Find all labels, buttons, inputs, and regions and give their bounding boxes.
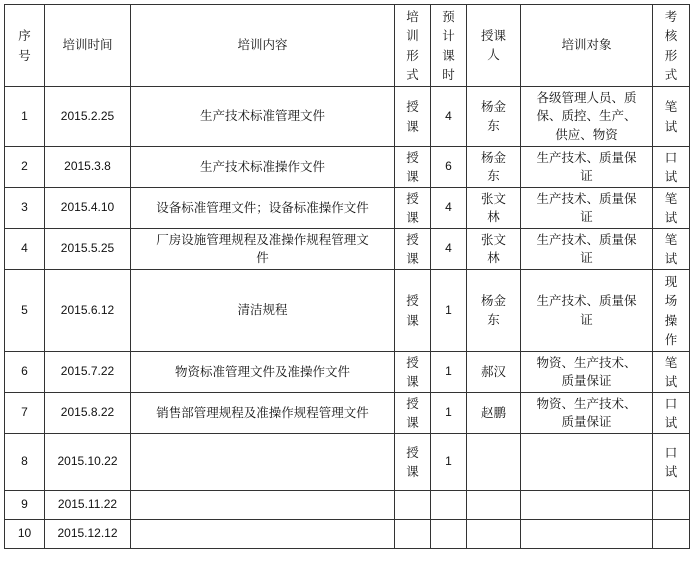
cell-index: 10 [5,520,45,549]
cell-target-text: 生产技术、质量保证 [536,149,637,183]
cell-exam-text: 笔试 [664,354,678,389]
cell-date: 2015.12.12 [45,520,131,549]
cell-form [395,147,431,188]
cell-content [131,87,395,147]
header-index: 序号 [5,5,45,87]
cell-form-text: 授课 [406,293,419,328]
cell-date: 2015.10.22 [45,434,131,491]
cell-form [395,270,431,352]
cell-index: 9 [5,491,45,520]
cell-exam-text: 口试 [664,149,678,184]
cell-form [395,229,431,270]
cell-form [395,87,431,147]
cell-exam [653,147,690,188]
cell-form [395,520,431,549]
cell-hours [431,491,467,520]
cell-teacher-text: 赵鹏 [480,404,506,420]
cell-exam [653,434,690,491]
cell-exam-text: 口试 [664,395,678,430]
cell-target-text: 物资、生产技术、质量保证 [536,395,637,429]
table-row [5,491,690,520]
cell-form-text: 授课 [406,444,419,479]
cell-hours: 1 [431,393,467,434]
cell-exam [653,352,690,393]
header-hours: 预计课时 [431,5,467,87]
cell-content-text: 生产技术标准操作文件 [199,158,325,174]
cell-teacher-text: 郝汉 [480,363,506,379]
cell-target-text: 物资、生产技术、质量保证 [536,354,637,388]
cell-teacher [467,393,521,434]
cell-teacher-text: 杨金东 [480,149,506,183]
cell-content [131,520,395,549]
cell-teacher-text: 张文林 [480,190,506,224]
table-row [5,229,690,270]
cell-teacher [467,352,521,393]
header-row [5,5,690,87]
cell-target-text: 生产技术、质量保证 [536,293,637,327]
cell-content [131,270,395,352]
cell-content [131,147,395,188]
cell-teacher [467,229,521,270]
cell-date: 2015.6.12 [45,270,131,352]
cell-target [521,188,653,229]
cell-index: 6 [5,352,45,393]
cell-form [395,352,431,393]
header-exam: 考核形式 [653,5,690,87]
cell-teacher [467,491,521,520]
cell-form-text: 授课 [406,354,419,389]
cell-target [521,87,653,147]
cell-teacher [467,520,521,549]
table-row [5,270,690,352]
table-row [5,352,690,393]
table-row [5,393,690,434]
header-date: 培训时间 [45,5,131,87]
cell-target [521,393,653,434]
table-row [5,188,690,229]
cell-content-text: 销售部管理规程及准操作规程管理文件 [156,404,369,420]
cell-teacher [467,188,521,229]
cell-form-text: 授课 [406,395,419,430]
cell-index: 8 [5,434,45,491]
cell-form-text: 授课 [406,99,419,134]
cell-form [395,393,431,434]
cell-target [521,270,653,352]
cell-form-text: 授课 [406,149,419,184]
cell-exam-text: 笔试 [664,99,678,134]
cell-teacher-text: 张文林 [480,231,506,265]
cell-date: 2015.8.22 [45,393,131,434]
cell-teacher-text: 杨金东 [480,293,506,327]
header-content: 培训内容 [131,5,395,87]
cell-form-text: 授课 [406,190,419,225]
cell-date: 2015.5.25 [45,229,131,270]
cell-exam-text: 笔试 [664,231,678,266]
cell-content [131,229,395,270]
cell-exam [653,188,690,229]
cell-exam [653,520,690,549]
cell-form-text: 授课 [406,231,419,266]
cell-exam [653,87,690,147]
cell-content-text: 物资标准管理文件及准操作文件 [174,363,350,379]
cell-index: 1 [5,87,45,147]
cell-target [521,491,653,520]
cell-content [131,352,395,393]
cell-exam [653,229,690,270]
cell-teacher [467,434,521,491]
cell-content-text: 设备标准管理文件；设备标准操作文件 [156,199,369,215]
table-row [5,87,690,147]
cell-hours: 1 [431,352,467,393]
cell-content-text: 生产技术标准管理文件 [199,108,325,124]
header-teacher: 授课人 [467,5,521,87]
cell-hours [431,520,467,549]
cell-index: 2 [5,147,45,188]
cell-target-text: 生产技术、质量保证 [536,190,637,224]
cell-index: 5 [5,270,45,352]
cell-target [521,352,653,393]
cell-content-text: 厂房设施管理规程及准操作规程管理文件 [156,231,369,265]
cell-date: 2015.2.25 [45,87,131,147]
cell-date: 2015.3.8 [45,147,131,188]
training-plan-table [4,4,690,549]
cell-target [521,147,653,188]
cell-exam [653,491,690,520]
header-target: 培训对象 [521,5,653,87]
cell-content [131,491,395,520]
cell-date: 2015.4.10 [45,188,131,229]
cell-content-text: 清洁规程 [237,302,288,318]
cell-content [131,393,395,434]
cell-form [395,434,431,491]
header-form: 培训形式 [395,5,431,87]
cell-hours: 6 [431,147,467,188]
cell-target [521,229,653,270]
cell-form [395,188,431,229]
table-row [5,147,690,188]
cell-hours: 4 [431,87,467,147]
cell-content [131,188,395,229]
cell-exam [653,270,690,352]
cell-teacher [467,147,521,188]
cell-target-text: 生产技术、质量保证 [536,231,637,265]
cell-hours: 4 [431,229,467,270]
cell-form [395,491,431,520]
cell-index: 4 [5,229,45,270]
table-row [5,434,690,491]
cell-index: 3 [5,188,45,229]
cell-exam-text: 口试 [664,444,678,479]
cell-date: 2015.7.22 [45,352,131,393]
cell-teacher-text: 杨金东 [480,99,506,133]
cell-exam [653,393,690,434]
cell-date: 2015.11.22 [45,491,131,520]
cell-hours: 4 [431,188,467,229]
cell-exam-text: 现场操作 [664,273,678,347]
cell-hours: 1 [431,270,467,352]
cell-target-text: 各级管理人员、质保、质控、生产、供应、物资 [536,90,637,142]
cell-content [131,434,395,491]
cell-exam-text: 笔试 [664,190,678,225]
cell-index: 7 [5,393,45,434]
cell-hours: 1 [431,434,467,491]
cell-teacher [467,87,521,147]
table-row [5,520,690,549]
cell-teacher [467,270,521,352]
cell-target [521,434,653,491]
cell-target [521,520,653,549]
